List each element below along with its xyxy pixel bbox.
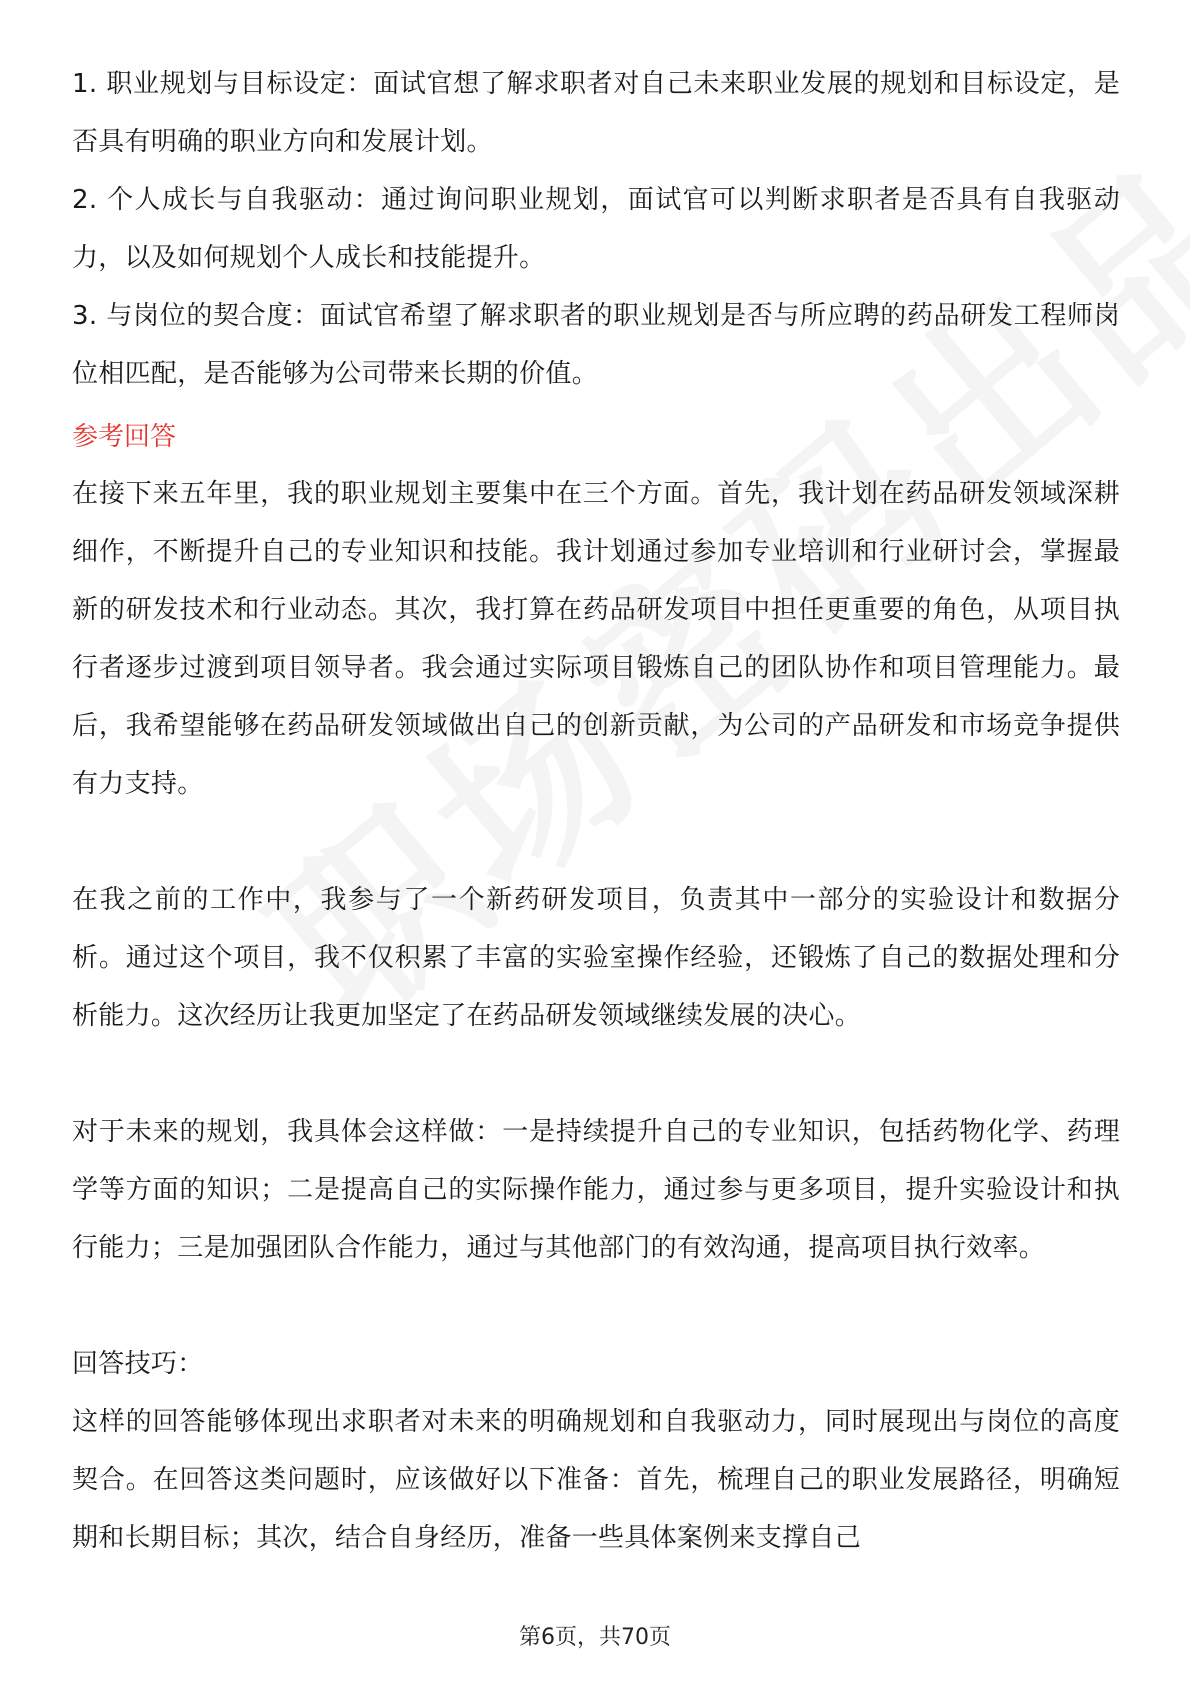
reference-answer-heading: 参考回答	[72, 422, 177, 452]
answer-paragraph-2: 在我之前的工作中，我参与了一个新药研发项目，负责其中一部分的实验设计和数据分析。通过这个项目，我不仅积累了丰富的实验室操作经验，还锻炼了自己的数据处理和分析能力。这次经历让我更加坚定了在药品研发领域继续发展的决心。	[72, 885, 1120, 1031]
point-3: 3. 与岗位的契合度：面试官希望了解求职者的职业规划是否与所应聘的药品研发工程师岗位相匹配，是否能够为公司带来长期的价值。	[72, 301, 1120, 389]
paragraph-gap	[72, 813, 1120, 871]
answer-paragraph-3: 对于未来的规划，我具体会这样做：一是持续提升自己的专业知识，包括药物化学、药理学等方面的知识；二是提高自己的实际操作能力，通过参与更多项目，提升实验设计和执行能力；三是加强团队合作能力，通过与其他部门的有效沟通，提高项目执行效率。	[72, 1117, 1120, 1263]
document-body	[72, 55, 1120, 1567]
tips-paragraph: 这样的回答能够体现出求职者对未来的明确规划和自我驱动力，同时展现出与岗位的高度契合。在回答这类问题时，应该做好以下准备：首先，梳理自己的职业发展路径，明确短期和长期目标；其次，结合自身经历，准备一些具体案例来支撑自己	[72, 1407, 1120, 1553]
point-1: 1. 职业规划与目标设定：面试官想了解求职者对自己未来职业发展的规划和目标设定，是否具有明确的职业方向和发展计划。	[72, 69, 1120, 157]
paragraph-gap	[72, 1045, 1120, 1103]
point-2: 2. 个人成长与自我驱动：通过询问职业规划，面试官可以判断求职者是否具有自我驱动力，以及如何规划个人成长和技能提升。	[72, 185, 1120, 273]
paragraph-gap	[72, 1277, 1120, 1335]
tips-label: 回答技巧：	[72, 1349, 204, 1379]
page-footer: 第6页，共70页	[519, 1625, 671, 1650]
answer-paragraph-1: 在接下来五年里，我的职业规划主要集中在三个方面。首先，我计划在药品研发领域深耕细作，不断提升自己的专业知识和技能。我计划通过参加专业培训和行业研讨会，掌握最新的研发技术和行业动态。其次，我打算在药品研发项目中担任更重要的角色，从项目执行者逐步过渡到项目领导者。我会通过实际项目锻炼自己的团队协作和项目管理能力。最后，我希望能够在药品研发领域做出自己的创新贡献，为公司的产品研发和市场竞争提供有力支持。	[72, 479, 1120, 799]
